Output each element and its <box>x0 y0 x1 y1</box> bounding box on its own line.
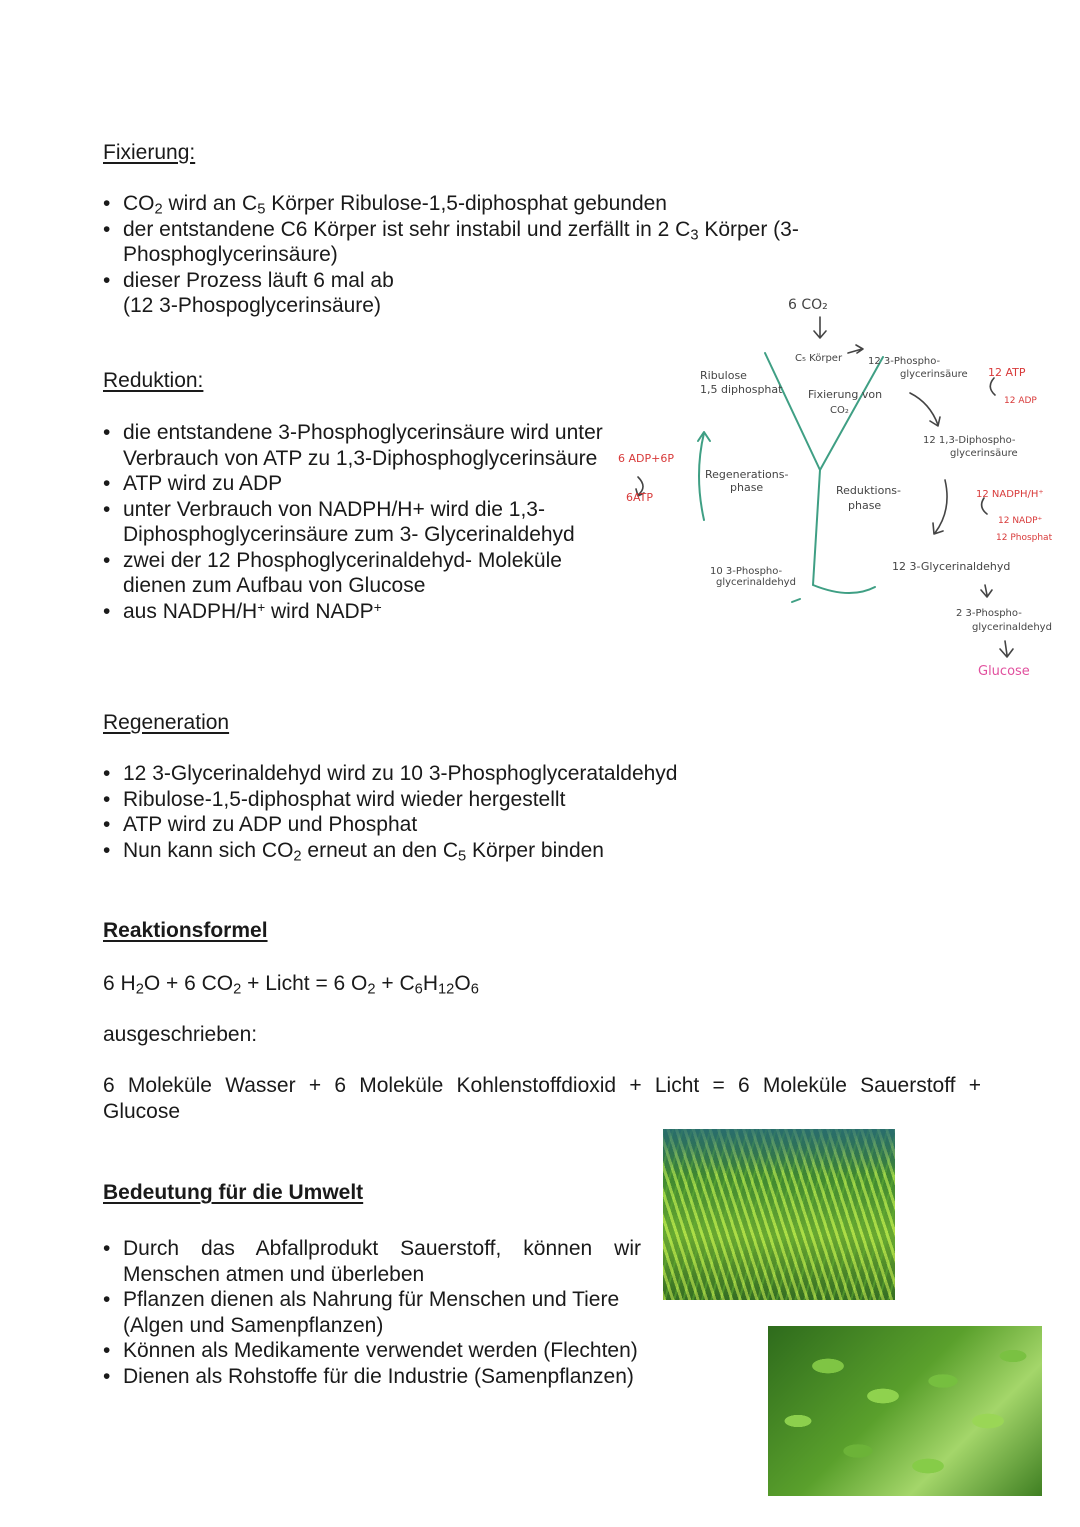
list-item: • Durch das Abfallprodukt Sauerstoff, können wir Menschen atmen und überleben <box>103 1236 641 1287</box>
diagram-pga10: glycerinaldehyd <box>716 577 796 588</box>
list-item: • zwei der 12 Phosphoglycerinaldehyd- Moleküle dienen zum Aufbau von Glucose <box>103 548 603 599</box>
list-item: • Können als Medikamente verwendet werden (Flechten) <box>103 1338 663 1364</box>
diagram-nadph: 12 NADPH/H⁺ <box>976 489 1044 500</box>
fern-photo <box>768 1326 1042 1496</box>
list-item: • aus NADPH/H+ wird NADP+ <box>103 599 603 625</box>
regeneration-list <box>103 761 803 863</box>
list-item: • ATP wird zu ADP und Phosphat <box>103 812 803 838</box>
arrows <box>636 317 1013 657</box>
list-item: • dieser Prozess läuft 6 mal ab (12 3-Phospoglycerinsäure) <box>103 268 833 319</box>
diagram-co2: 6 CO₂ <box>788 297 828 313</box>
list-item: • Pflanzen dienen als Nahrung für Menschen und Tiere (Algen und Samenpflanzen) <box>103 1287 663 1338</box>
diagram-dpgs: glycerinsäure <box>950 448 1018 459</box>
diagram-fixierung: CO₂ <box>830 405 849 416</box>
diagram-ribulose: 1,5 diphosphat <box>700 383 783 396</box>
diagram-nadp: 12 NADP⁺ <box>998 516 1043 526</box>
diagram-pga2: 2 3-Phospho- <box>956 608 1022 619</box>
list-item: • die entstandene 3-Phosphoglycerinsäure wird unter Verbrauch von ATP zu 1,3-Diphosphoglycerinsäure <box>103 420 603 471</box>
reduktion-heading: Reduktion: <box>103 369 204 392</box>
diagram-pgs: 12 3-Phospho- <box>868 356 941 367</box>
diagram-reduktion: Reduktions- <box>836 484 902 497</box>
reaction-formula: 6 $H_2O + 6$ $CO_2$ + Licht = 6 $O_2 + C_6H_{12}O_6$ <box>103 972 479 998</box>
diagram-c5: C₅ Körper <box>795 353 843 364</box>
written-formula: 6 Moleküle Wasser + 6 Moleküle Kohlenstoffdioxid + Licht = 6 Moleküle Sauerstoff + Glucose <box>103 1074 981 1123</box>
fixierung-heading: Fixierung: <box>103 141 196 164</box>
diagram-adp12: 12 ADP <box>1004 396 1037 406</box>
calvin-cycle-diagram <box>600 285 1080 685</box>
list-item: • ATP wird zu ADP <box>103 471 603 497</box>
diagram-adp6: 6 ADP+6P <box>618 452 674 465</box>
diagram-ribulose: Ribulose <box>700 369 747 382</box>
list-item: • der entstandene C6 Körper ist sehr instabil und zerfällt in 2 $C_3$ Körper (3-Phosphoglycerinsäure) <box>103 217 833 268</box>
diagram-pgs: glycerinsäure <box>900 369 968 380</box>
diagram-fixierung: Fixierung von <box>808 388 883 401</box>
regeneration-heading: Regeneration <box>103 711 230 734</box>
diagram-regeneration: Regenerations- <box>705 468 789 481</box>
diagram-pga10: 10 3-Phospho- <box>710 566 783 577</box>
ausgeschrieben-label: ausgeschrieben: <box>103 1023 258 1046</box>
reaktionsformel-heading: Reaktionsformel <box>103 919 268 942</box>
reduktion-list <box>103 420 603 624</box>
list-item: • $CO_2$ wird an $C_5$ Körper Ribulose-1,5-diphosphat gebunden <box>103 191 833 217</box>
diagram-glycerinaldehyd: 12 3-Glycerinaldehyd <box>892 560 1011 573</box>
algae-photo <box>663 1129 895 1300</box>
diagram-glucose: Glucose <box>978 664 1030 679</box>
diagram-reduktion: phase <box>848 499 882 512</box>
list-item: • 12 3-Glycerinaldehyd wird zu 10 3-Phosphoglycerataldehyd <box>103 761 803 787</box>
diagram-atp6: 6ATP <box>626 491 654 504</box>
diagram-pga2: glycerinaldehyd <box>972 622 1052 633</box>
list-item: • Ribulose-1,5-diphosphat wird wieder hergestellt <box>103 787 803 813</box>
list-item: • unter Verbrauch von NADPH/H+ wird die 1,3-Diphosphoglycerinsäure zum 3- Glycerinaldehyd <box>103 497 603 548</box>
diagram-phosphat: 12 Phosphat <box>996 533 1053 543</box>
diagram-regeneration: phase <box>730 481 764 494</box>
diagram-dpgs: 12 1,3-Diphospho- <box>923 435 1016 446</box>
list-item: • Dienen als Rohstoffe für die Industrie (Samenpflanzen) <box>103 1364 663 1390</box>
umwelt-list <box>103 1236 663 1389</box>
umwelt-heading: Bedeutung für die Umwelt <box>103 1181 364 1204</box>
diagram-atp12: 12 ATP <box>988 366 1026 379</box>
list-item: • Nun kann sich $CO_2$ erneut an den $C_5$ Körper binden <box>103 838 803 864</box>
